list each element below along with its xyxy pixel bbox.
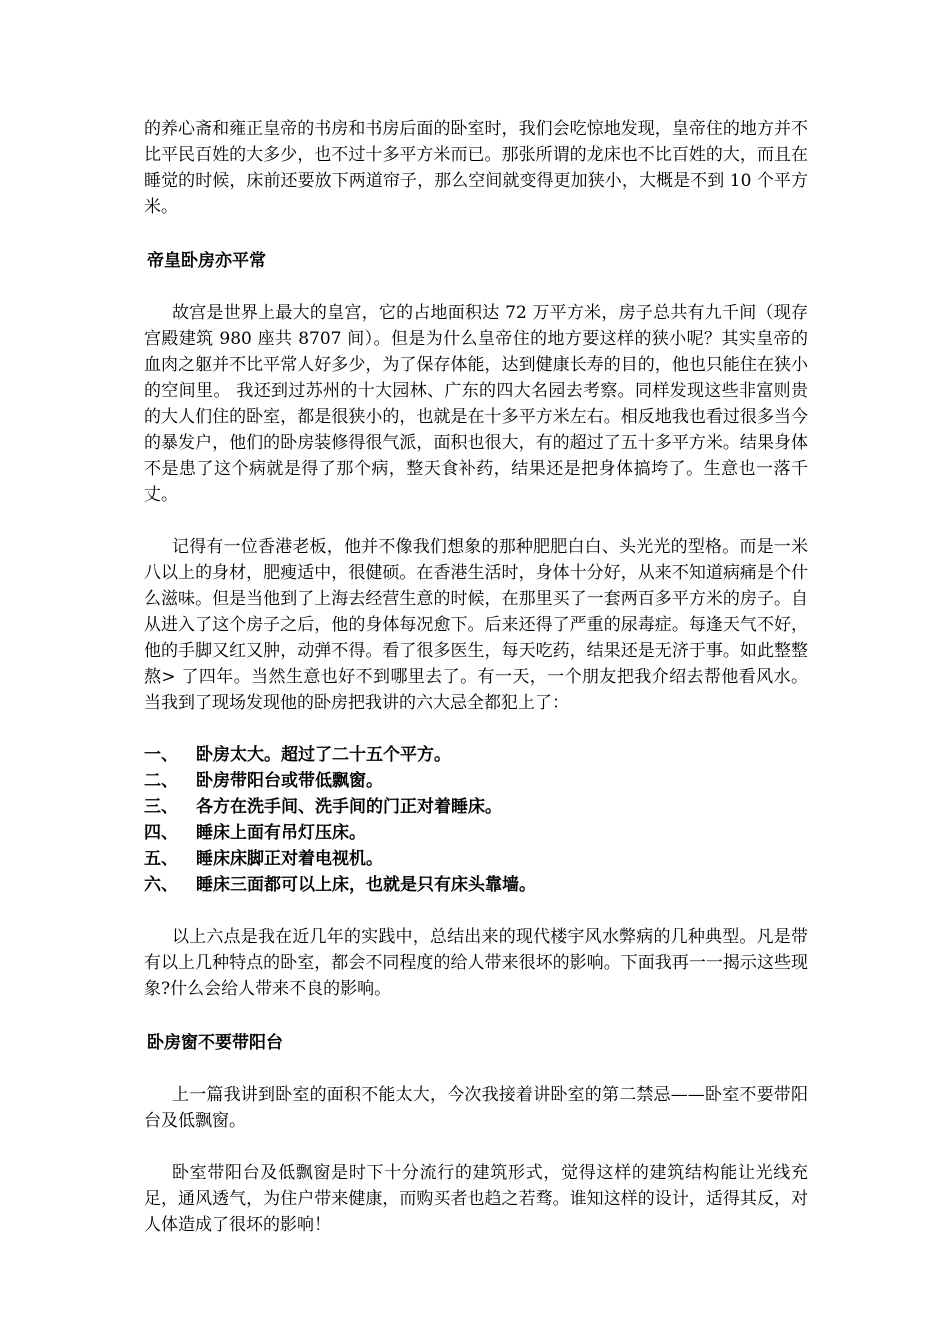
heading-emperor-bedroom: 帝皇卧房亦平常 <box>147 251 266 271</box>
list-item-text: 睡床三面都可以上床，也就是只有床头靠墙。 <box>196 875 536 895</box>
list-item-number: 五、 <box>144 849 178 869</box>
paragraph-balcony-design: 卧室带阳台及低飘窗是时下十分流行的建筑形式，觉得这样的建筑结构能让光线充足，通风透气，为住户带来健康，而购买者也趋之若骛。谁知这样的设计，适得其反，对人体造成了很坏的影响！ <box>144 1163 808 1235</box>
list-item-number: 四、 <box>144 823 178 843</box>
list-item <box>144 872 808 898</box>
list-item <box>144 742 808 768</box>
list-item-number: 一、 <box>144 745 178 765</box>
paragraph-second-taboo: 上一篇我讲到卧室的面积不能太大，今次我接着讲卧室的第二禁忌——卧室不要带阳台及低飘窗。 <box>144 1085 808 1131</box>
heading-no-balcony: 卧房窗不要带阳台 <box>147 1033 283 1053</box>
list-item-number: 二、 <box>144 771 178 791</box>
paragraph-forbidden-city: 故宫是世界上最大的皇宫，它的占地面积达 72 万平方米，房子总共有九千间（现存宫殿建筑 980 座共 8707 间）。但是为什么皇帝住的地方要这样的狭小呢？其实皇帝的血肉之躯并不比平常人好多少，为了保存体能，达到健康长寿的目的，他也只能住在狭小的空间里。 我还到过苏州的十大园林、广东的四大名园去考察。同样发现这些非富则贵的大人们住的卧室，都是很狭小的，也就是在十多平方米左右。相反地我也看过很多当今的暴发户，他们的卧房装修得很气派，面积也很大，有的超过了五十多平方米。结果身体不是患了这个病就是得了那个病，整天食补药，结果还是把身体搞垮了。生意也一落千丈。 <box>144 303 808 505</box>
list-item-text: 各方在洗手间、洗手间的门正对着睡床。 <box>196 797 502 817</box>
list-item-text: 睡床上面有吊灯压床。 <box>196 823 366 843</box>
paragraph-hong-kong-boss: 记得有一位香港老板，他并不像我们想象的那种肥肥白白、头光光的型格。而是一米八以上的身材，肥瘦适中，很健硕。在香港生活时，身体十分好，从来不知道病痛是个什么滋味。但是当他到了上海去经营生意的时候，在那里买了一套两百多平方米的房子。自从进入了这个房子之后，他的身体每况愈下。后来还得了严重的尿毒症。每逢天气不好，他的手脚又红又肿，动弹不得。看了很多医生，每天吃药，结果还是无济于事。如此整整熬> 了四年。当然生意也好不到哪里去了。有一天，一个朋友把我介绍去帮他看风水。当我到了现场发现他的卧房把我讲的六大忌全都犯上了： <box>144 537 808 713</box>
list-item <box>144 768 808 794</box>
list-item-text: 睡床床脚正对着电视机。 <box>196 849 383 869</box>
list-item <box>144 846 808 872</box>
paragraph-intro: 的养心斋和雍正皇帝的书房和书房后面的卧室时，我们会吃惊地发现，皇帝住的地方并不比平民百姓的大多少，也不过十多平方米而已。那张所谓的龙床也不比百姓的大，而且在睡觉的时候，床前还要放下两道帘子，那么空间就变得更加狭小，大概是不到 10 个平方米。 <box>144 119 808 217</box>
six-taboos-list <box>144 742 808 898</box>
document-page <box>144 116 808 1238</box>
list-item-number: 三、 <box>144 797 178 817</box>
paragraph-summary: 以上六点是我在近几年的实践中，总结出来的现代楼宇风水弊病的几种典型。凡是带有以上几种特点的卧室，都会不同程度的给人带来很坏的影响。下面我再一一揭示这些现象?什么会给人带来不良的影响。 <box>144 927 808 999</box>
list-item <box>144 794 808 820</box>
list-item <box>144 820 808 846</box>
list-item-number: 六、 <box>144 875 178 895</box>
list-item-text: 卧房太大。超过了二十五个平方。 <box>196 745 451 765</box>
list-item-text: 卧房带阳台或带低飘窗。 <box>196 771 383 791</box>
